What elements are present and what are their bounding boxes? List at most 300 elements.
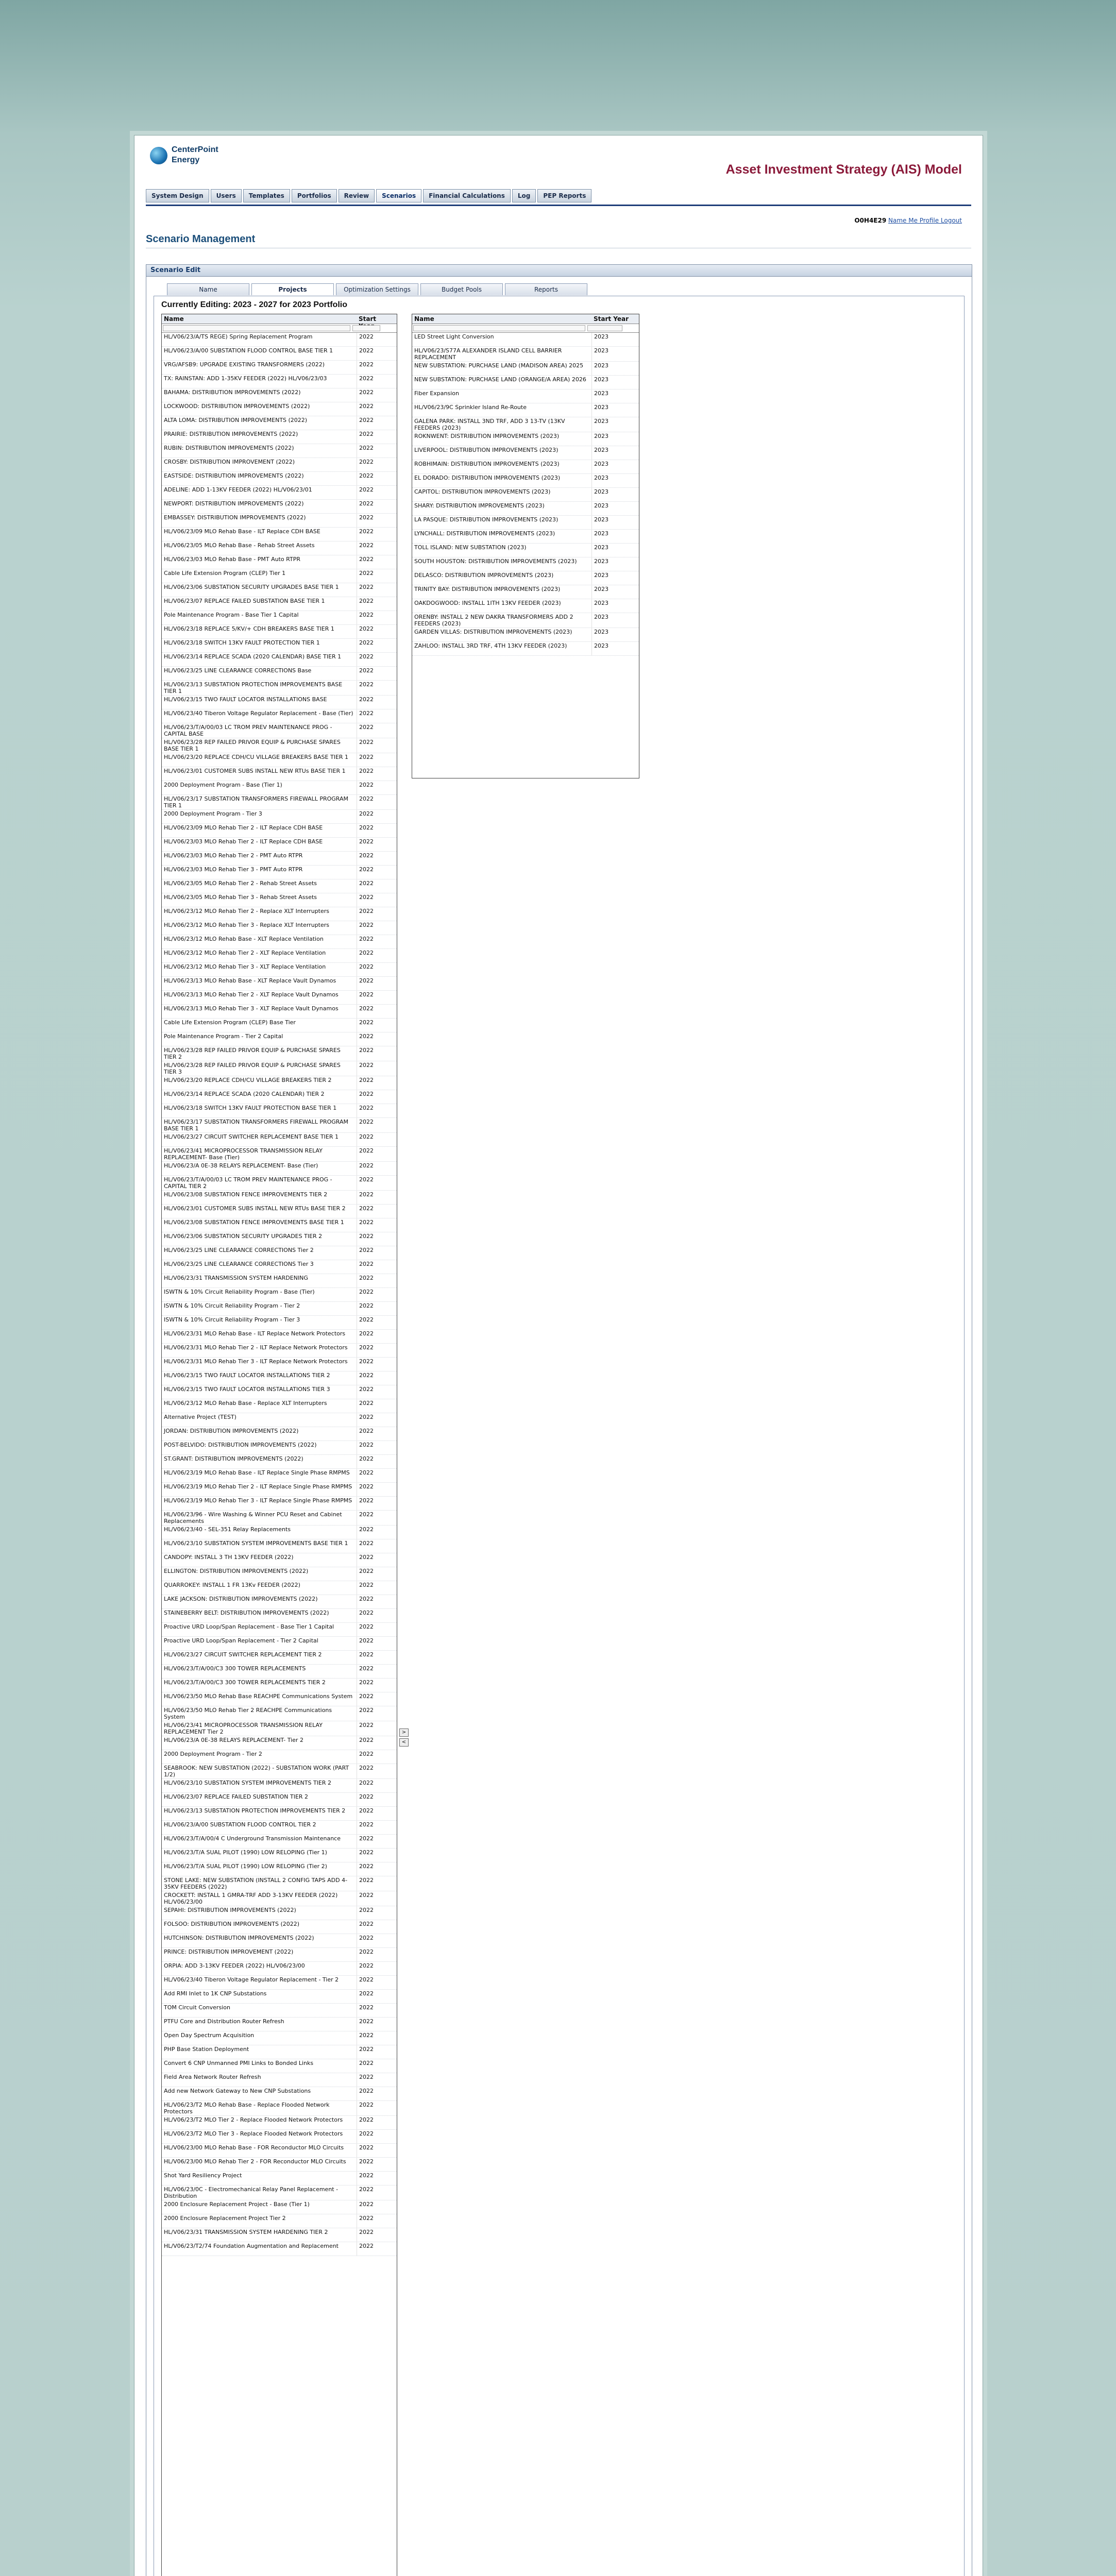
- list-item[interactable]: [162, 1581, 397, 1595]
- list-item[interactable]: [162, 2073, 397, 2087]
- list-item[interactable]: [162, 388, 397, 402]
- list-item[interactable]: [412, 488, 639, 502]
- list-item[interactable]: [412, 628, 639, 642]
- project-start-year: 2022: [357, 949, 390, 962]
- list-item[interactable]: [162, 1469, 397, 1483]
- name-filter-input[interactable]: [413, 325, 585, 331]
- project-start-year: 2022: [357, 1692, 390, 1706]
- list-item[interactable]: [162, 1316, 397, 1330]
- project-start-year: 2022: [357, 653, 390, 666]
- list-item[interactable]: [412, 376, 639, 389]
- project-start-year: 2022: [357, 1205, 390, 1218]
- list-item[interactable]: [162, 1483, 397, 1497]
- project-name: HL/V06/23/05 MLO Rehab Tier 2 - Rehab Street Assets: [164, 880, 317, 887]
- list-item[interactable]: [162, 1849, 397, 1862]
- project-start-year: 2022: [357, 1118, 390, 1132]
- project-name: GALENA PARK: INSTALL 3ND TRF, ADD 3 13-TV (13KV FEEDERS (2023): [414, 418, 565, 431]
- list-item[interactable]: [162, 781, 397, 795]
- project-name: HL/V06/23/A/00 SUBSTATION FLOOD CONTROL TIER 2: [164, 1821, 316, 1828]
- project-start-year: 2022: [357, 1358, 390, 1371]
- list-item[interactable]: [162, 500, 397, 514]
- project-name: HL/V06/23/09 MLO Rehab Tier 2 - ILT Replace CDH BASE: [164, 824, 323, 831]
- list-item[interactable]: [412, 642, 639, 656]
- list-item[interactable]: [162, 1764, 397, 1779]
- list-item[interactable]: [162, 1567, 397, 1581]
- project-start-year: 2022: [357, 1288, 390, 1301]
- project-name: HL/V06/23/20 REPLACE CDH/CU VILLAGE BREAKERS TIER 2: [164, 1077, 332, 1083]
- list-item[interactable]: [162, 541, 397, 555]
- list-item[interactable]: [162, 1076, 397, 1090]
- list-item[interactable]: [162, 1876, 397, 1891]
- list-item[interactable]: [162, 555, 397, 569]
- list-item[interactable]: [162, 1623, 397, 1637]
- list-item[interactable]: [412, 389, 639, 403]
- list-item[interactable]: [162, 2158, 397, 2172]
- list-item[interactable]: [412, 362, 639, 376]
- list-item[interactable]: [162, 2214, 397, 2228]
- nav-item-system-design[interactable]: System Design: [146, 189, 209, 202]
- project-start-year: 2023: [591, 502, 632, 515]
- tab-budget-pools[interactable]: Budget Pools: [420, 283, 503, 295]
- list-item[interactable]: [412, 502, 639, 516]
- project-start-year: 2022: [357, 1371, 390, 1385]
- list-item[interactable]: [412, 516, 639, 530]
- name-filter-input[interactable]: [163, 325, 350, 331]
- user-links[interactable]: Name Me Profile Logout: [888, 217, 962, 224]
- list-item[interactable]: [162, 2130, 397, 2144]
- project-name: Shot Yard Resiliency Project: [164, 2172, 242, 2179]
- list-item[interactable]: [162, 2172, 397, 2185]
- list-item[interactable]: [162, 1371, 397, 1385]
- list-item[interactable]: [162, 2185, 397, 2200]
- project-name: HL/V06/23/05 MLO Rehab Tier 3 - Rehab Street Assets: [164, 894, 317, 901]
- list-item[interactable]: [162, 977, 397, 991]
- list-item[interactable]: [162, 2031, 397, 2045]
- available-projects-list[interactable]: [161, 314, 397, 2576]
- list-item[interactable]: [412, 460, 639, 474]
- list-item[interactable]: [412, 446, 639, 460]
- list-item[interactable]: [412, 417, 639, 432]
- list-item[interactable]: [412, 432, 639, 446]
- project-start-year: 2022: [357, 1133, 390, 1146]
- list-item[interactable]: [162, 1118, 397, 1133]
- project-start-year: 2022: [357, 416, 390, 430]
- list-item[interactable]: [162, 653, 397, 667]
- list-item[interactable]: [162, 810, 397, 824]
- list-item[interactable]: [412, 613, 639, 628]
- nav-item-log[interactable]: Log: [512, 189, 536, 202]
- list-item[interactable]: [162, 1246, 397, 1260]
- project-start-year: 2022: [357, 1976, 390, 1989]
- project-name: HL/V06/23/03 MLO Rehab Tier 2 - ILT Replace CDH BASE: [164, 838, 323, 845]
- project-name: HL/V06/23/T/A/00/C3 300 TOWER REPLACEMENTS TIER 2: [164, 1679, 326, 1686]
- project-start-year: 2022: [357, 1862, 390, 1876]
- list-item[interactable]: [162, 1595, 397, 1609]
- project-name: HL/V06/23/T2 MLO Tier 2 - Replace Flooded Network Protectors: [164, 2116, 343, 2123]
- list-item[interactable]: [162, 2200, 397, 2214]
- project-start-year: 2022: [357, 486, 390, 499]
- project-start-year: 2022: [357, 1330, 390, 1343]
- list-item[interactable]: [162, 1721, 397, 1736]
- list-item[interactable]: [162, 1104, 397, 1118]
- list-item[interactable]: [162, 347, 397, 361]
- project-name: HL/V06/23/T/A/00/03 LC TROM PREV MAINTENANCE PROG - CAPITAL TIER 2: [164, 1176, 332, 1190]
- list-item[interactable]: [162, 444, 397, 458]
- project-start-year: 2022: [357, 1595, 390, 1608]
- project-start-year: 2022: [357, 2101, 390, 2115]
- list-item[interactable]: [162, 375, 397, 388]
- project-name: HL/V06/23/13 SUBSTATION PROTECTION IMPROVEMENTS TIER 2: [164, 1807, 346, 1814]
- list-item[interactable]: [162, 611, 397, 625]
- project-name: ROKNWENT: DISTRIBUTION IMPROVEMENTS (2023): [414, 433, 560, 439]
- project-name: LA PASQUE: DISTRIBUTION IMPROVEMENTS (2023): [414, 516, 559, 523]
- nav-item-financial-calculations[interactable]: Financial Calculations: [423, 189, 511, 202]
- list-item[interactable]: [412, 403, 639, 417]
- project-start-year: 2023: [591, 446, 632, 460]
- project-start-year: 2022: [357, 1162, 390, 1175]
- list-item[interactable]: [162, 639, 397, 653]
- list-item[interactable]: [162, 949, 397, 963]
- project-start-year: 2022: [357, 2116, 390, 2129]
- list-item[interactable]: [162, 1976, 397, 1990]
- list-item[interactable]: [162, 1793, 397, 1807]
- nav-divider: [146, 205, 971, 206]
- project-start-year: 2023: [591, 530, 632, 543]
- list-item[interactable]: [162, 1427, 397, 1441]
- list-item[interactable]: [162, 795, 397, 810]
- list-item[interactable]: [162, 1399, 397, 1413]
- project-start-year: 2022: [357, 1807, 390, 1820]
- list-item[interactable]: [162, 893, 397, 907]
- year-filter-input[interactable]: [587, 325, 622, 331]
- start-year-column-header[interactable]: Start Year: [594, 315, 629, 323]
- project-name: HL/V06/23/05 MLO Rehab Base - Rehab Street Assets: [164, 542, 315, 549]
- project-start-year: 2022: [357, 611, 390, 624]
- project-name: HL/V06/23/40 Tiberon Voltage Regulator Replacement - Tier 2: [164, 1976, 339, 1983]
- list-item[interactable]: [162, 991, 397, 1005]
- list-item[interactable]: [162, 709, 397, 723]
- project-start-year: 2022: [357, 1232, 390, 1246]
- list-item[interactable]: [162, 1176, 397, 1191]
- project-name: HL/V06/23/T2/74 Foundation Augmentation and Replacement: [164, 2243, 339, 2249]
- project-name: HL/V06/23/S77A ALEXANDER ISLAND CELL BARRIER REPLACEMENT: [414, 347, 562, 361]
- list-item[interactable]: [412, 544, 639, 557]
- project-start-year: 2022: [357, 1455, 390, 1468]
- list-item[interactable]: [162, 1218, 397, 1232]
- list-item[interactable]: [162, 1692, 397, 1706]
- list-item[interactable]: [162, 1413, 397, 1427]
- logo-icon: [150, 147, 167, 164]
- list-item[interactable]: [162, 402, 397, 416]
- project-start-year: 2022: [357, 1061, 390, 1076]
- list-item[interactable]: [162, 1835, 397, 1849]
- list-item[interactable]: [162, 1750, 397, 1764]
- list-item[interactable]: [162, 2059, 397, 2073]
- name-column-header[interactable]: Name: [164, 315, 184, 323]
- list-item[interactable]: [162, 935, 397, 949]
- list-item[interactable]: [162, 1147, 397, 1162]
- project-start-year: 2022: [357, 2228, 390, 2242]
- list-item[interactable]: [162, 1274, 397, 1288]
- project-name: Pole Maintenance Program - Tier 2 Capital: [164, 1033, 283, 1040]
- project-name: HL/V06/23/50 MLO Rehab Tier 2 REACHPE Communications System: [164, 1707, 332, 1720]
- project-name: ST.GRANT: DISTRIBUTION IMPROVEMENTS (2022): [164, 1455, 303, 1462]
- project-name: ALTA LOMA: DISTRIBUTION IMPROVEMENTS (2022): [164, 417, 308, 423]
- project-name: HL/V06/23/28 REP FAILED PRIVOR EQUIP & PURCHASE SPARES TIER 2: [164, 1047, 341, 1060]
- list-item[interactable]: [162, 333, 397, 347]
- list-item[interactable]: [162, 625, 397, 639]
- tab-projects[interactable]: Projects: [251, 283, 334, 295]
- list-item[interactable]: [162, 1162, 397, 1176]
- project-start-year: 2022: [357, 1260, 390, 1274]
- list-item[interactable]: [162, 458, 397, 472]
- project-start-year: 2022: [357, 639, 390, 652]
- project-start-year: 2022: [357, 1191, 390, 1204]
- list-item[interactable]: [162, 1019, 397, 1032]
- list-item[interactable]: [162, 528, 397, 541]
- project-name: Pole Maintenance Program - Base Tier 1 Capital: [164, 612, 299, 618]
- list-item[interactable]: [162, 1906, 397, 1920]
- list-item[interactable]: [162, 681, 397, 696]
- project-name: HL/V06/23/19 MLO Rehab Tier 2 - ILT Replace Single Phase RMPMS: [164, 1483, 352, 1490]
- list-item[interactable]: [412, 585, 639, 599]
- project-name: HL/V06/23/18 SWITCH 13KV FAULT PROTECTION BASE TIER 1: [164, 1105, 337, 1111]
- list-item[interactable]: [162, 1736, 397, 1750]
- list-item[interactable]: [162, 1779, 397, 1793]
- project-name: HL/V06/23/50 MLO Rehab Base REACHPE Communications System: [164, 1693, 353, 1700]
- list-item[interactable]: [162, 963, 397, 977]
- list-item[interactable]: [162, 1862, 397, 1876]
- list-item[interactable]: [162, 1679, 397, 1692]
- list-item[interactable]: [162, 472, 397, 486]
- list-item[interactable]: [162, 1920, 397, 1934]
- nav-item-users[interactable]: Users: [211, 189, 242, 202]
- project-start-year: 2022: [357, 500, 390, 513]
- move-left-button[interactable]: <: [399, 1738, 409, 1747]
- project-start-year: 2022: [357, 1483, 390, 1496]
- project-name: HL/V06/23/07 REPLACE FAILED SUBSTATION BASE TIER 1: [164, 598, 325, 604]
- project-name: HL/V06/23/12 MLO Rehab Base - Replace XLT Interrupters: [164, 1400, 327, 1406]
- list-item[interactable]: [162, 753, 397, 767]
- nav-item-pep-reports[interactable]: PEP Reports: [537, 189, 591, 202]
- list-item[interactable]: [162, 1032, 397, 1046]
- logo-line-2: Energy: [172, 156, 200, 164]
- list-item[interactable]: [162, 1441, 397, 1455]
- list-item[interactable]: [162, 1553, 397, 1567]
- list-item[interactable]: [162, 2228, 397, 2242]
- list-item[interactable]: [162, 2004, 397, 2018]
- tab-optimization-settings[interactable]: Optimization Settings: [336, 283, 418, 295]
- list-item[interactable]: [412, 333, 639, 347]
- project-start-year: 2022: [357, 472, 390, 485]
- project-start-year: 2022: [357, 1032, 390, 1046]
- project-start-year: 2022: [357, 1779, 390, 1792]
- list-item[interactable]: [162, 1330, 397, 1344]
- list-item[interactable]: [162, 1090, 397, 1104]
- selected-projects-list[interactable]: [412, 314, 639, 778]
- list-item[interactable]: [162, 2045, 397, 2059]
- list-item[interactable]: [162, 1637, 397, 1651]
- project-start-year: 2022: [357, 1581, 390, 1595]
- nav-item-templates[interactable]: Templates: [243, 189, 290, 202]
- list-item[interactable]: [162, 1807, 397, 1821]
- project-name: HL/V06/23/10 SUBSTATION SYSTEM IMPROVEMENTS BASE TIER 1: [164, 1540, 348, 1547]
- list-item[interactable]: [162, 1133, 397, 1147]
- list-item[interactable]: [162, 416, 397, 430]
- list-item[interactable]: [162, 1891, 397, 1906]
- list-item[interactable]: [412, 474, 639, 488]
- list-item[interactable]: [162, 1962, 397, 1976]
- list-item[interactable]: [162, 1005, 397, 1019]
- list-item[interactable]: [162, 1260, 397, 1274]
- list-item[interactable]: [412, 347, 639, 362]
- project-name: HL/V06/23/14 REPLACE SCADA (2020 CALENDAR) TIER 2: [164, 1091, 325, 1097]
- list-item[interactable]: [162, 583, 397, 597]
- list-item[interactable]: [162, 921, 397, 935]
- project-start-year: 2022: [357, 1891, 390, 1906]
- tab-name[interactable]: Name: [167, 283, 249, 295]
- list-item[interactable]: [162, 1455, 397, 1469]
- list-item[interactable]: [412, 557, 639, 571]
- project-name: HL/V06/23/18 SWITCH 13KV FAULT PROTECTION TIER 1: [164, 639, 320, 646]
- project-name: HL/V06/23/T/A/00/03 LC TROM PREV MAINTENANCE PROG - CAPITAL BASE: [164, 724, 332, 737]
- list-item[interactable]: [162, 738, 397, 753]
- project-name: HL/V06/23/28 REP FAILED PRIVOR EQUIP & PURCHASE SPARES BASE TIER 1: [164, 739, 341, 752]
- nav-item-portfolios[interactable]: Portfolios: [292, 189, 337, 202]
- list-item[interactable]: [162, 696, 397, 709]
- project-start-year: 2022: [357, 1567, 390, 1581]
- list-item[interactable]: [162, 907, 397, 921]
- project-start-year: 2022: [357, 767, 390, 781]
- project-start-year: 2022: [357, 2130, 390, 2143]
- list-item[interactable]: [162, 2101, 397, 2116]
- project-name: Proactive URD Loop/Span Replacement - Base Tier 1 Capital: [164, 1623, 334, 1630]
- project-name: HL/V06/23/12 MLO Rehab Base - XLT Replace Ventilation: [164, 936, 324, 942]
- name-column-header[interactable]: Name: [414, 315, 434, 323]
- project-name: CROCKETT: INSTALL 1 GMRA-TRF ADD 3-13KV FEEDER (2022) HL/V06/23/00: [164, 1892, 338, 1905]
- project-name: HL/V06/23/20 REPLACE CDH/CU VILLAGE BREAKERS BASE TIER 1: [164, 754, 349, 760]
- project-name: HL/V06/23/96 - Wire Washing & Winner PCU Reset and Cabinet Replacements: [164, 1511, 342, 1524]
- project-start-year: 2022: [357, 1849, 390, 1862]
- project-name: ROBHIMAIN: DISTRIBUTION IMPROVEMENTS (2023): [414, 461, 560, 467]
- project-name: HL/V06/23/T/A SUAL PILOT (1990) LOW RELOPING (Tier 1): [164, 1849, 327, 1856]
- project-start-year: 2022: [357, 458, 390, 471]
- list-item[interactable]: [162, 569, 397, 583]
- list-item[interactable]: [162, 430, 397, 444]
- project-name: 2000 Deployment Program - Base (Tier 1): [164, 782, 282, 788]
- list-item[interactable]: [162, 1651, 397, 1665]
- project-name: EL DORADO: DISTRIBUTION IMPROVEMENTS (2023): [414, 474, 561, 481]
- list-item[interactable]: [162, 597, 397, 611]
- list-item[interactable]: [162, 2116, 397, 2130]
- list-item[interactable]: [162, 1302, 397, 1316]
- list-item[interactable]: [162, 2018, 397, 2031]
- project-name: ISWTN & 10% Circuit Reliability Program - Tier 2: [164, 1302, 300, 1309]
- project-name: DELASCO: DISTRIBUTION IMPROVEMENTS (2023): [414, 572, 554, 579]
- list-item[interactable]: [162, 838, 397, 852]
- list-item[interactable]: [162, 824, 397, 838]
- list-item[interactable]: [162, 1344, 397, 1358]
- project-start-year: 2023: [591, 362, 632, 375]
- list-item[interactable]: [162, 1046, 397, 1061]
- list-item[interactable]: [162, 767, 397, 781]
- list-item[interactable]: [412, 599, 639, 613]
- list-item[interactable]: [162, 1288, 397, 1302]
- list-item[interactable]: [162, 866, 397, 879]
- project-start-year: 2022: [357, 1090, 390, 1104]
- project-start-year: 2022: [357, 866, 390, 879]
- list-item[interactable]: [162, 1232, 397, 1246]
- list-item[interactable]: [162, 667, 397, 681]
- list-item[interactable]: [162, 1358, 397, 1371]
- project-start-year: 2022: [357, 333, 390, 346]
- project-name: HL/V06/23/31 MLO Rehab Tier 2 - ILT Replace Network Protectors: [164, 1344, 348, 1351]
- list-item[interactable]: [162, 2144, 397, 2158]
- move-right-button[interactable]: >: [399, 1728, 409, 1737]
- list-item[interactable]: [162, 1205, 397, 1218]
- project-start-year: 2022: [357, 2214, 390, 2228]
- project-name: Add new Network Gateway to New CNP Substations: [164, 2088, 311, 2094]
- project-name: EASTSIDE: DISTRIBUTION IMPROVEMENTS (2022): [164, 472, 304, 479]
- list-item[interactable]: [162, 1934, 397, 1948]
- project-name: HL/V06/23/01 CUSTOMER SUBS INSTALL NEW RTUs BASE TIER 2: [164, 1205, 346, 1212]
- list-item[interactable]: [162, 852, 397, 866]
- list-item[interactable]: [162, 1511, 397, 1526]
- list-item[interactable]: [162, 723, 397, 738]
- list-item[interactable]: [162, 1948, 397, 1962]
- list-item[interactable]: [162, 2242, 397, 2256]
- list-item[interactable]: [162, 1061, 397, 1076]
- list-item[interactable]: [162, 1990, 397, 2004]
- list-item[interactable]: [162, 1821, 397, 1835]
- list-item[interactable]: [162, 1191, 397, 1205]
- list-item[interactable]: [162, 1706, 397, 1721]
- list-item[interactable]: [162, 1497, 397, 1511]
- list-item[interactable]: [162, 514, 397, 528]
- tab-reports[interactable]: Reports: [505, 283, 587, 295]
- nav-item-scenarios[interactable]: Scenarios: [376, 189, 421, 202]
- list-item[interactable]: [162, 2087, 397, 2101]
- list-item[interactable]: [162, 1385, 397, 1399]
- project-name: OAKDOGWOOD: INSTALL 1ITH 13KV FEEDER (2023): [414, 600, 561, 606]
- list-item[interactable]: [412, 571, 639, 585]
- project-name: JORDAN: DISTRIBUTION IMPROVEMENTS (2022): [164, 1428, 299, 1434]
- list-item[interactable]: [412, 530, 639, 544]
- project-start-year: 2023: [591, 516, 632, 529]
- list-item[interactable]: [162, 1539, 397, 1553]
- project-start-year: 2022: [357, 430, 390, 444]
- start-year-column-header[interactable]: Start: [359, 315, 377, 323]
- project-name: HL/V06/23/31 MLO Rehab Tier 3 - ILT Replace Network Protectors: [164, 1358, 348, 1365]
- nav-item-review[interactable]: Review: [339, 189, 375, 202]
- project-name: HL/V06/23/41 MICROPROCESSOR TRANSMISSION RELAY REPLACEMENT- Base (Tier): [164, 1147, 323, 1161]
- logo: [172, 145, 218, 165]
- project-start-year: 2022: [357, 1637, 390, 1650]
- project-start-year: 2022: [357, 795, 390, 809]
- project-start-year: 2022: [357, 1246, 390, 1260]
- available-list-header: [162, 314, 397, 324]
- list-item[interactable]: [162, 486, 397, 500]
- project-name: HL/V06/23/12 MLO Rehab Tier 2 - XLT Replace Ventilation: [164, 950, 326, 956]
- year-filter-input[interactable]: [352, 325, 380, 331]
- project-start-year: 2022: [357, 1651, 390, 1664]
- list-item[interactable]: [162, 1665, 397, 1679]
- list-item[interactable]: [162, 361, 397, 375]
- list-item[interactable]: [162, 879, 397, 893]
- project-start-year: 2022: [357, 1176, 390, 1190]
- list-item[interactable]: [162, 1526, 397, 1539]
- list-item[interactable]: [162, 1609, 397, 1623]
